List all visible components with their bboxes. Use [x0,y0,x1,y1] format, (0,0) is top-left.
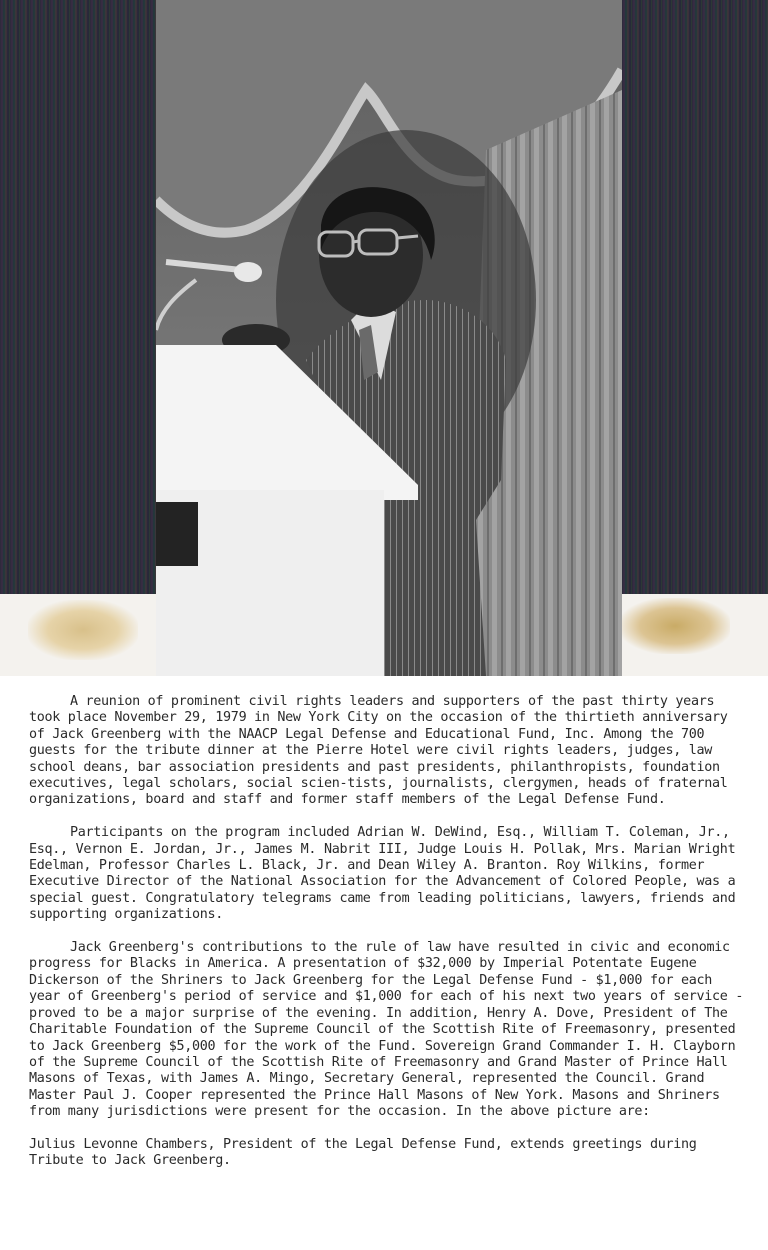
podium-emblem [156,502,198,566]
caption-paragraph-2: Participants on the program included Adrian W. DeWind, Esq., William T. Coleman, Jr., Esq., Vernon E. Jordan, Jr., James M. Nabrit III, Judge Louis H. Pollak, Mrs. Marian Wright Edelman, Professor Charles L. Black, Jr. and Dean Wiley A. Branton. Roy Wilkins, former Executive Director of the National Association for the Advancement of Colored People, was a special guest. Congratulatory telegrams came from leading politicians, lawyers, friends and supporting organizations. [29,825,736,923]
photograph [156,0,622,676]
photo-caption [29,694,749,1186]
scanner-backdrop-right [622,0,768,600]
caption-paragraph-1: A reunion of prominent civil rights leaders and supporters of the past thirty years took place November 29, 1979 in New York City on the occasion of the thirtieth anniversary of Jack Greenberg with the NAACP Legal Defense and Educational Fund, Inc. Among the 700 guests for the tribute dinner at the Pierre Hotel were civil rights leaders, judges, law school deans, bar association presidents and past presidents, philanthropists, foundation executives, legal scholars, social scien-tists, journalists, clergymen, heads of fraternal organizations, board and staff and former staff members of the Legal Defense Fund. [29,694,728,808]
caption-paragraph-4: Julius Levonne Chambers, President of the Legal Defense Fund, extends greetings during Tribute to Jack Greenberg. [29,1136,697,1169]
paper-stain [28,600,138,660]
scanner-backdrop-left [0,0,156,596]
paper-stain [620,598,730,654]
caption-paragraph-3: Jack Greenberg's contributions to the rule of law have resulted in civic and economic progress for Blacks in America. A presentation of $32,000 by Imperial Potentate Eugene Dickerson of the Shriners to Jack Greenberg for the Legal Defense Fund - $1,000 for each year of Greenberg's period of service and $1,000 for each of his next two years of service - proved to be a major surprise of the evening. In addition, Henry A. Dove, President of The Charitable Foundation of the Supreme Council of the Scottish Rite of Freemasonry, presented to Jack Greenberg $5,000 for the work of the Fund. Sovereign Grand Commander I. H. Clayborn of the Supreme Council of the Scottish Rite of Freemasonry and Grand Master of Prince Hall Masons of Texas, with James A. Mingo, Secretary General, represented the Council. Grand Master Paul J. Cooper represented the Prince Hall Masons of New York. Masons and Shriners from many jurisdictions were present for the occasion. In the above picture are: [29,940,744,1120]
